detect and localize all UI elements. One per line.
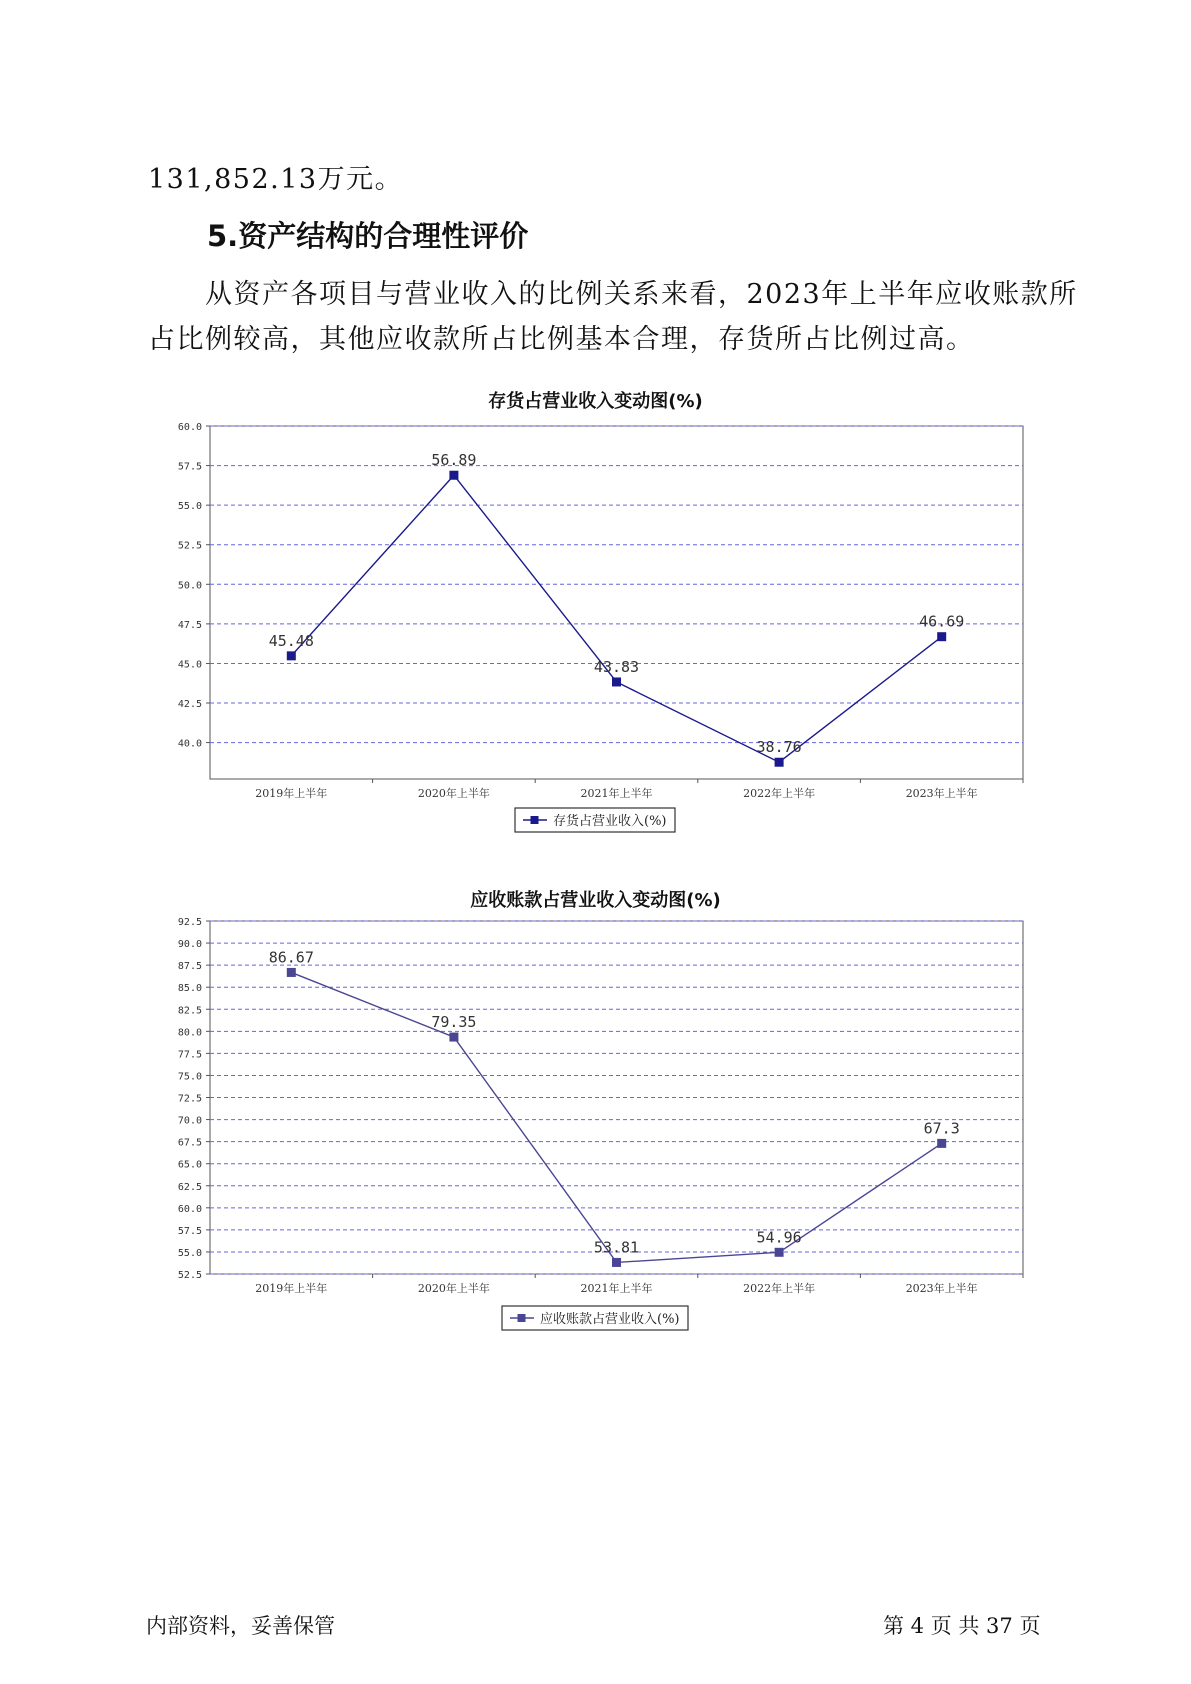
y-tick-label: 82.5: [177, 1005, 202, 1017]
footer-page-number: 第 4 页 共 37 页: [883, 1614, 1041, 1638]
y-tick-label: 70.0: [177, 1115, 202, 1127]
y-tick-label: 80.0: [177, 1027, 202, 1039]
legend-label: 应收账款占营业收入(%): [540, 1312, 680, 1327]
plot-area: [210, 426, 1023, 779]
x-tick-label: 2023年上半年: [905, 1282, 978, 1295]
x-tick-label: 2020年上半年: [417, 787, 490, 800]
data-point: [612, 677, 621, 686]
x-tick-label: 2021年上半年: [580, 1282, 653, 1295]
data-point: [775, 758, 784, 767]
y-tick-label: 50.0: [177, 580, 202, 592]
y-tick-label: 52.5: [177, 540, 202, 552]
chart-title-inventory: 存货占营业收入变动图(%): [488, 391, 703, 412]
legend-marker: [518, 1314, 526, 1322]
body-paragraph-line-2: 占比例较高，其他应收款所占比例基本合理，存货所占比例过高。: [148, 324, 975, 355]
legend-label: 存货占营业收入(%): [553, 814, 667, 829]
data-label: 43.83: [593, 657, 640, 676]
y-tick-label: 65.0: [177, 1159, 202, 1171]
y-tick-label: 55.0: [177, 1247, 202, 1259]
chart-title-receivables: 应收账款占营业收入变动图(%): [470, 890, 721, 911]
data-point: [449, 1033, 458, 1042]
y-tick-label: 55.0: [177, 501, 202, 513]
x-tick-label: 2019年上半年: [255, 787, 328, 800]
data-point: [775, 1248, 784, 1257]
data-point: [287, 651, 296, 660]
body-paragraph-line-1: 从资产各项目与营业收入的比例关系来看，2023年上半年应收账款所: [205, 279, 1078, 310]
data-label: 38.76: [756, 738, 802, 757]
x-tick-label: 2022年上半年: [743, 1282, 816, 1295]
data-label: 53.81: [593, 1238, 640, 1257]
data-point: [612, 1258, 621, 1267]
y-tick-label: 92.5: [177, 917, 202, 928]
y-tick-label: 57.5: [177, 461, 202, 473]
x-tick-label: 2019年上半年: [255, 1282, 328, 1295]
y-tick-label: 45.0: [177, 659, 202, 671]
y-tick-label: 52.5: [177, 1270, 202, 1281]
data-label: 45.48: [268, 631, 314, 650]
receivables-ratio-chart: [0, 905, 1191, 1345]
data-label: 54.96: [756, 1228, 802, 1247]
y-tick-label: 40.0: [177, 738, 202, 750]
y-tick-label: 90.0: [177, 939, 202, 951]
y-tick-label: 60.0: [177, 1203, 202, 1215]
lead-paragraph: 131,852.13万元。: [148, 164, 404, 195]
data-label: 56.89: [431, 451, 477, 470]
x-tick-label: 2020年上半年: [417, 1282, 490, 1295]
y-tick-label: 77.5: [177, 1049, 202, 1061]
data-label: 79.35: [431, 1013, 477, 1032]
y-tick-label: 67.5: [177, 1137, 202, 1149]
data-point: [449, 471, 458, 480]
y-tick-label: 62.5: [177, 1181, 202, 1193]
data-point: [287, 968, 296, 977]
data-label: 67.3: [923, 1119, 960, 1138]
x-tick-label: 2022年上半年: [743, 787, 816, 800]
inventory-ratio-chart: [0, 410, 1191, 850]
y-tick-label: 85.0: [177, 983, 202, 995]
section-heading: 5.资产结构的合理性评价: [207, 219, 529, 253]
data-label: 46.69: [919, 612, 965, 631]
legend-marker: [531, 816, 539, 824]
data-label: 86.67: [268, 948, 314, 967]
y-tick-label: 60.0: [177, 422, 202, 433]
data-point: [937, 1139, 946, 1148]
y-tick-label: 57.5: [177, 1225, 202, 1237]
y-tick-label: 42.5: [177, 699, 202, 711]
y-tick-label: 75.0: [177, 1071, 202, 1083]
y-tick-label: 47.5: [177, 619, 202, 631]
x-tick-label: 2021年上半年: [580, 787, 653, 800]
y-tick-label: 87.5: [177, 961, 202, 973]
x-tick-label: 2023年上半年: [905, 787, 978, 800]
footer-confidential-note: 内部资料，妥善保管: [146, 1614, 335, 1638]
y-tick-label: 72.5: [177, 1093, 202, 1105]
data-point: [937, 632, 946, 641]
